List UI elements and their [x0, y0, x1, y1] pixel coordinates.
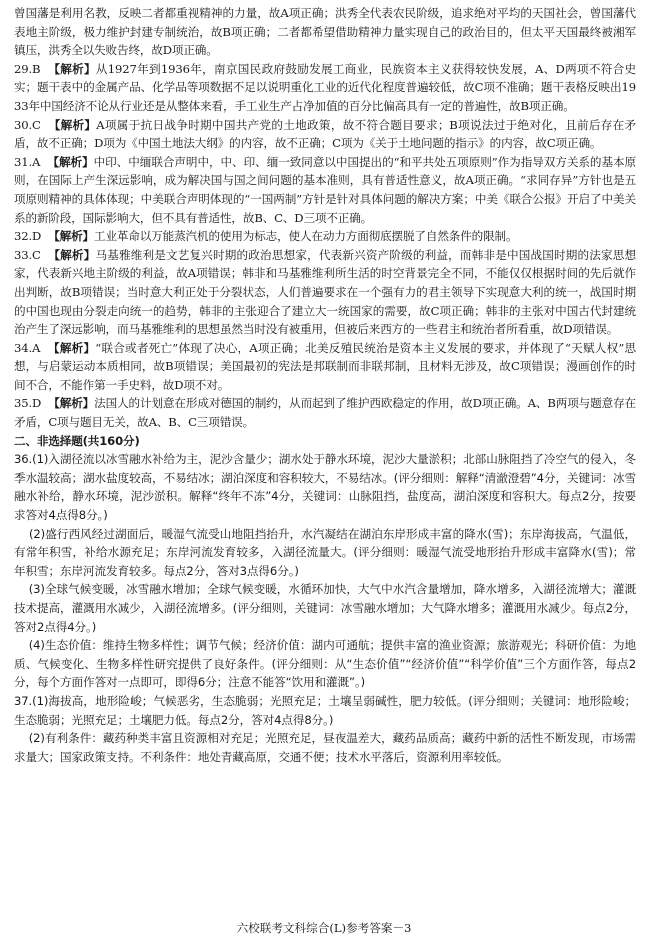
answer-33: 33.C 【解析】马基雅维利是文艺复兴时期的政治思想家，代表新兴资产阶级的利益，而韩非是中国战国时期的法家思想家，代表新兴地主阶级的利益，故A项错误；韩非和马基雅维利所生活的时空背景完全不同，不能仅仅根据时间的先后就作出判断，故B项错误；当时意大利正处于分裂状态，人们普遍要求在一个强有力的君主领导下实现意大利的统一，战国时期的中国也现由分裂走向统一的趋势，韩非的主张迎合了建立大一统国家的需要，故C项正确；韩非的主张对中国古代封建统治产生了深远影响，而马基雅维利的思想虽然当时没有被重用，但被后来西方的一些君主和统治者所看重，故D项错误。	[14, 247, 636, 337]
answer-36-part-2: (2)盛行西风经过湖面后，暖湿气流受山地阻挡抬升，水汽凝结在湖泊东岸形成丰富的降水(雪)；东岸海拔高，气温低，有常年积雪，补给水源充足；东岸河流发育较多，入湖径流量大。(评分细则：暖湿气流受地形抬升形成丰富降水(雪)；常年积雪；东岸河流发育较多。每点2分，答对3点得6分。)	[14, 526, 637, 578]
answer-29: 29.B 【解析】从1927年到1936年，南京国民政府鼓励发展工商业，民族资本主义获得较快发展，A、D两项不符合史实；题干表中的金属产品、化学品等项数据不足以说明重化工业的近代化程度普遍较低，故C项不准确；题干表格反映出1933年中国经济不论从行业还是从整体来看，手工业生产占净加值的百分比偏高具有一定的普遍性，故B项正确。	[14, 61, 636, 113]
answer-36-part-1: 36.(1)入湖径流以冰雪融水补给为主，泥沙含量少；湖水处于静水环境，泥沙大量淤积；北部山脉阻挡了冷空气的侵入，冬季水温较高；湖水盐度较高，不易结冰；湖泊深度和容积较大，不易结冰。(评分细则：解释“清澈澄碧”4分，关键词：冰雪融水补给，静水环境，泥沙淤积。解释“终年不冻”4分，关键词：山脉阻挡，盐度高，湖泊深度和容积大。每点2分，按要求答对4点得8分。)	[14, 452, 636, 523]
answer-34: 34.A 【解析】“联合或者死亡”体现了决心，A项正确；北美反殖民统治是资本主义发展的要求，并体现了“天赋人权”思想，与启蒙运动本质相同，故B项错误；美国最初的宪法是邦联制而非联邦制，且材料无涉及，故C项错误；漫画创作的时间不合，不能作第一手史料，故D项不对。	[14, 340, 636, 392]
page-footer: 六校联考文科综合(L)参考答案－3	[236, 921, 412, 935]
answer-page	[14, 4, 636, 766]
answer-30: 30.C 【解析】A项属于抗日战争时期中国共产党的土地政策，故不符合题目要求；B项说法过于绝对化，且前后存在矛盾，故不正确；D项为《中国土地法大纲》的内容，故不正确；C项为《关于土地问题的指示》的内容，故C项正确。	[14, 117, 636, 151]
answer-31: 31.A 【解析】中印、中缅联合声明中，中、印、缅一致同意以中国提出的“和平共处五项原则”作为指导双方关系的基本原则，在国际上产生深远影响，成为解决国与国之间问题的基本准则，具有普适性意义，故A项正确。“求同存异”方针也是五项原则精神的具体体现；中美联合声明体现的“一国两制”方针是针对具体问题的解决方案；中美《联合公报》开启了中美关系的新阶段，国际影响大，但不具有普适性，故B、C、D三项不正确。	[14, 154, 636, 225]
answer-37-part-2: (2)有利条件：藏药种类丰富且资源相对充足；光照充足，昼夜温差大，藏药品质高；藏药中新的活性不断发现，市场需求量大；国家政策支持。不利条件：地处青藏高原，交通不便；技术水平落后，资源利用率较低。	[14, 731, 636, 764]
answer-37-part-1: 37.(1)海拔高，地形险峻；气候恶劣，生态脆弱；光照充足；土壤呈弱碱性，肥力较低。(评分细则；关键词：地形险峻；生态脆弱；光照充足；土壤肥力低。每点2分，答对4点得8分。)	[14, 693, 636, 727]
section-title: 二、非选择题(共160分)	[14, 433, 140, 448]
answer-36-part-3: (3)全球气候变暖，冰雪融水增加；全球气候变暖，水循环加快，大气中水汽含量增加，降水增多，入湖径流增大；灌溉技术提高，灌溉用水减少，入湖径流增多。(评分细则，关键词：冰雪融水增加；大气降水增多；灌溉用水减少。每点2分，答对2点得4分。)	[14, 582, 636, 634]
answer-35: 35.D 【解析】法国人的计划意在形成对德国的制约，从而起到了维护西欧稳定的作用，故D项正确。A、B两项与题意存在矛盾，C项与题目无关，故A、B、C三项错误。	[14, 396, 636, 430]
block-28-continued: 曾国藩是利用名教，反映二者都重视精神的力量，故A项正确；洪秀全代表农民阶级，追求绝对平均的天国社会，曾国藩代表地主阶级，极力维护封建专制统治，故B项正确；二者都希望借助精神力量实现自己的政治目的，但太平天国最终被湘军镇压，洪秀全以失败告终，故D项正确。	[14, 6, 636, 58]
answer-36-part-4: (4)生态价值：维持生物多样性；调节气候；经济价值：湖内可通航；提供丰富的渔业资源；旅游观光；科研价值：为地质、气候变化、生物多样性研究提供了良好条件。(评分细则：从“生态价值”“经济价值”“科学价值”三个方面作答，每点2分，每个方面作答对一点即可，即得6分；注意不能答“饮用和灌溉”。)	[14, 638, 636, 690]
answer-32: 32.D 【解析】工业革命以万能蒸汽机的使用为标志，使人在动力方面彻底摆脱了自然条件的限制。	[14, 229, 518, 244]
